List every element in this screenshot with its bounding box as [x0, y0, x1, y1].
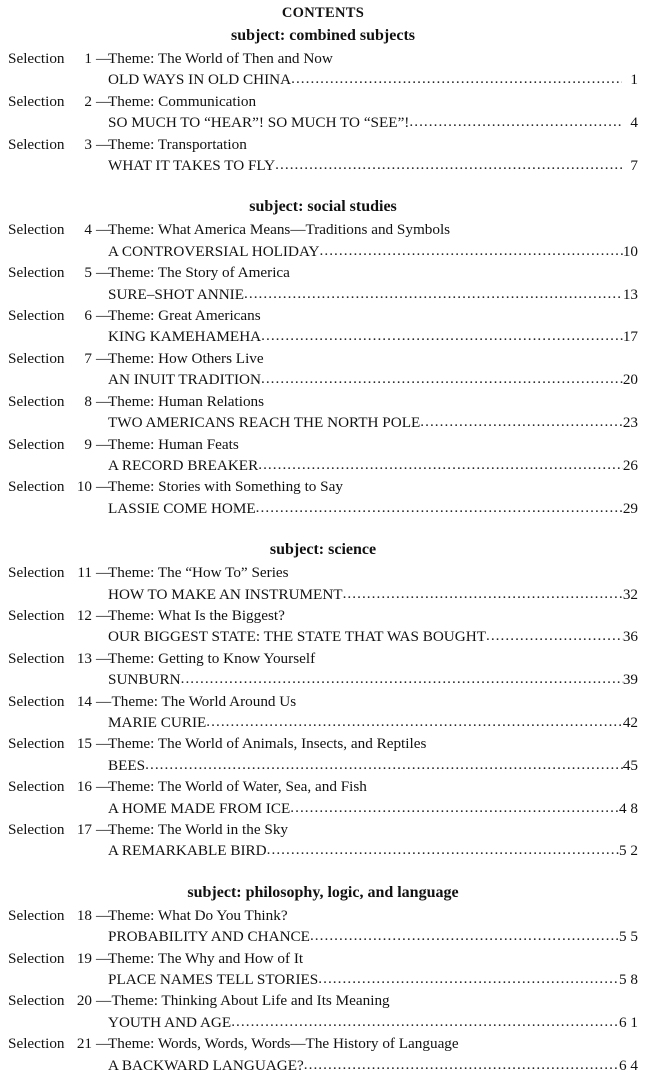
theme-text: Theme: The World of Water, Sea, and Fish — [108, 778, 367, 796]
selection-number: 17 — [76, 821, 92, 838]
theme-text: Theme: Communication — [108, 92, 257, 110]
selection-label: Selection — [8, 692, 65, 710]
em-dash-separator: — — [96, 649, 112, 667]
em-dash-separator: — — [96, 1035, 112, 1053]
selection-number: 12 — [76, 606, 92, 624]
em-dash-separator: — — [96, 692, 112, 710]
selection-number: 7 — [84, 349, 92, 367]
em-dash-separator: — — [96, 435, 112, 453]
theme-text: Theme: Human Feats — [108, 435, 239, 453]
em-dash-separator: — — [96, 135, 112, 153]
entry-theme-line — [8, 905, 638, 926]
selection-number: 19 — [76, 949, 92, 967]
entry-theme-line — [8, 562, 638, 583]
entry-theme-line — [8, 1033, 638, 1054]
toc-entry[interactable] — [8, 905, 638, 948]
toc-entry[interactable] — [8, 434, 638, 477]
subject-section — [8, 539, 638, 862]
entry-title-line — [8, 840, 638, 861]
subject-heading: subject: social studies — [249, 198, 397, 216]
page-number: 13 — [622, 285, 638, 303]
em-dash-separator: — — [96, 307, 112, 325]
entry-theme-line — [8, 48, 638, 69]
entry-title-line — [8, 798, 638, 819]
theme-text: Theme: Great Americans — [108, 307, 261, 325]
selection-label: Selection — [8, 649, 65, 667]
selection-label: Selection — [8, 221, 65, 239]
entry-title-line — [8, 326, 638, 347]
entry-theme-line — [8, 819, 638, 840]
toc-entry[interactable] — [8, 562, 638, 605]
em-dash-separator: — — [96, 949, 112, 967]
dot-leader — [181, 668, 623, 689]
theme-text: Theme: The World Around Us — [108, 692, 297, 710]
selection-label: Selection — [8, 735, 65, 753]
theme-text: Theme: What Is the Biggest? — [108, 606, 285, 624]
toc-entry[interactable] — [8, 348, 638, 391]
selection-title: A CONTROVERSIAL HOLIDAY — [108, 242, 320, 260]
selection-title: A HOME MADE FROM ICE — [108, 799, 291, 817]
selection-title: TWO AMERICANS REACH THE NORTH POLE — [108, 414, 421, 432]
selection-number: 20 — [76, 992, 92, 1010]
toc-entry[interactable] — [8, 733, 638, 776]
selection-label: Selection — [8, 392, 65, 410]
selection-label: Selection — [8, 564, 65, 582]
page-number: 17 — [622, 328, 638, 346]
toc-entry[interactable] — [8, 91, 638, 134]
selection-number: 2 — [84, 92, 92, 110]
entry-theme-line — [8, 348, 638, 369]
entry-title-line — [8, 926, 638, 947]
selection-title: OLD WAYS IN OLD CHINA — [108, 71, 292, 89]
page-number: 20 — [622, 371, 638, 389]
selection-label: Selection — [8, 92, 65, 110]
selection-number: 21 — [76, 1035, 92, 1053]
dot-leader — [258, 454, 623, 475]
entry-theme-line — [8, 776, 638, 797]
selection-title: YOUTH AND AGE — [108, 1013, 232, 1031]
entry-theme-line — [8, 648, 638, 669]
subject-heading: subject: philosophy, logic, and language — [187, 883, 459, 901]
subject-heading: subject: science — [269, 541, 377, 559]
dot-leader — [320, 240, 623, 261]
dot-leader — [261, 368, 623, 389]
entry-theme-line — [8, 219, 638, 240]
entry-title-line — [8, 755, 638, 776]
entry-title-line — [8, 412, 638, 433]
toc-entry[interactable] — [8, 219, 638, 262]
entry-title-line — [8, 284, 638, 305]
dot-leader — [267, 839, 619, 860]
subject-section — [8, 882, 638, 1076]
selection-label: Selection — [8, 50, 65, 67]
selection-label: Selection — [8, 906, 65, 924]
em-dash-separator: — — [96, 349, 112, 367]
page-number: 7 — [630, 157, 638, 175]
selection-label: Selection — [8, 606, 65, 624]
entry-title-line — [8, 69, 638, 90]
em-dash-separator: — — [96, 50, 112, 67]
entry-theme-line — [8, 605, 638, 626]
selection-label: Selection — [8, 435, 65, 453]
selection-title: KING KAMEHAMEHA — [108, 328, 262, 346]
selection-number: 3 — [84, 135, 92, 153]
selection-title: SO MUCH TO “HEAR”! SO MUCH TO “SEE”! — [108, 114, 410, 132]
selection-label: Selection — [8, 478, 65, 496]
page-number: 29 — [622, 499, 638, 517]
page-number: 5 2 — [619, 842, 638, 860]
dot-leader — [343, 583, 623, 604]
entry-theme-line — [8, 691, 638, 712]
selection-label: Selection — [8, 778, 65, 796]
dot-leader — [304, 1054, 619, 1075]
dot-leader — [420, 411, 623, 432]
entry-title-line — [8, 369, 638, 390]
page-number: 36 — [622, 628, 638, 646]
em-dash-separator: — — [96, 92, 112, 110]
theme-text: Theme: Human Relations — [108, 392, 265, 410]
entry-theme-line — [8, 476, 638, 497]
em-dash-separator: — — [96, 778, 112, 796]
toc-entry[interactable] — [8, 776, 638, 819]
subject-section — [8, 196, 638, 519]
entry-title-line — [8, 626, 638, 647]
page-number: 4 — [630, 114, 638, 132]
selection-label: Selection — [8, 264, 65, 282]
entry-theme-line — [8, 434, 638, 455]
page-number: 10 — [622, 242, 638, 260]
em-dash-separator: — — [96, 992, 112, 1010]
selection-title: SUNBURN — [108, 671, 181, 689]
entry-title-line — [8, 669, 638, 690]
toc-entry[interactable] — [8, 305, 638, 348]
dot-leader — [261, 325, 623, 346]
entry-title-line — [8, 969, 638, 990]
selection-number: 6 — [84, 307, 92, 325]
theme-text: Theme: How Others Live — [108, 349, 264, 367]
selection-label: Selection — [8, 821, 65, 838]
theme-text: Theme: Getting to Know Yourself — [108, 649, 316, 667]
selection-label: Selection — [8, 307, 65, 325]
dot-leader — [409, 111, 622, 132]
page-number: 39 — [622, 671, 638, 689]
dot-leader — [145, 754, 623, 775]
selection-title: MARIE CURIE — [108, 713, 207, 731]
em-dash-separator: — — [96, 564, 112, 582]
selection-title: LASSIE COME HOME — [108, 499, 256, 517]
subject-heading: subject: combined subjects — [231, 27, 415, 44]
entry-theme-line — [8, 134, 638, 155]
em-dash-separator: — — [96, 606, 112, 624]
entry-title-line — [8, 241, 638, 262]
theme-text: Theme: The “How To” Series — [108, 564, 289, 582]
theme-text: Theme: Stories with Something to Say — [108, 478, 343, 496]
selection-number: 5 — [84, 264, 92, 282]
toc-entry[interactable] — [8, 391, 638, 434]
selection-number: 14 — [76, 692, 92, 710]
selection-title: OUR BIGGEST STATE: THE STATE THAT WAS BOUGHT — [108, 628, 486, 646]
theme-text: Theme: The Story of America — [108, 264, 290, 282]
dot-leader — [318, 968, 619, 989]
theme-text: Theme: Transportation — [108, 135, 247, 153]
selection-title: AN INUIT TRADITION — [108, 371, 261, 389]
page-number: 26 — [622, 456, 638, 474]
page-number: 4 8 — [619, 799, 638, 817]
toc-entry[interactable] — [8, 48, 638, 91]
selection-title: A BACKWARD LANGUAGE? — [108, 1056, 304, 1074]
toc-entry[interactable] — [8, 1033, 638, 1076]
selection-title: SURE–SHOT ANNIE — [108, 285, 244, 303]
entry-theme-line — [8, 262, 638, 283]
page-number: 45 — [622, 756, 638, 774]
theme-text: Theme: The World in the Sky — [108, 821, 289, 838]
dot-leader — [486, 625, 623, 646]
page-number: 42 — [622, 713, 638, 731]
selection-number: 10 — [76, 478, 92, 496]
page-number: 23 — [622, 414, 638, 432]
em-dash-separator: — — [96, 906, 112, 924]
entry-theme-line — [8, 733, 638, 754]
selection-number: 1 — [84, 50, 92, 67]
toc-entry[interactable] — [8, 691, 638, 734]
dot-leader — [290, 797, 619, 818]
selection-number: 16 — [76, 778, 92, 796]
page-number: 5 8 — [619, 971, 638, 989]
entry-title-line — [8, 712, 638, 733]
entry-title-line — [8, 498, 638, 519]
theme-text: Theme: The World of Animals, Insects, and Reptiles — [108, 735, 427, 753]
theme-text: Theme: Thinking About Life and Its Meaning — [108, 992, 390, 1010]
entry-theme-line — [8, 990, 638, 1011]
entry-theme-line — [8, 305, 638, 326]
dot-leader — [310, 925, 619, 946]
em-dash-separator: — — [96, 392, 112, 410]
page-title: CONTENTS — [281, 5, 365, 21]
page-number: 6 1 — [619, 1013, 638, 1031]
selection-label: Selection — [8, 349, 65, 367]
entry-theme-line — [8, 948, 638, 969]
selection-number: 11 — [77, 564, 92, 582]
entry-theme-line — [8, 391, 638, 412]
toc-entry[interactable] — [8, 134, 638, 177]
selection-number: 13 — [76, 649, 92, 667]
selection-number: 4 — [84, 221, 92, 239]
em-dash-separator: — — [96, 821, 112, 838]
page-number: 6 4 — [619, 1056, 638, 1074]
selection-label: Selection — [8, 135, 65, 153]
selection-title: PROBABILITY AND CHANCE — [108, 928, 310, 946]
dot-leader — [231, 1011, 619, 1032]
sections-container — [8, 25, 638, 1076]
entry-title-line — [8, 155, 638, 176]
selection-label: Selection — [8, 1035, 65, 1053]
selection-title: BEES — [108, 756, 146, 774]
em-dash-separator: — — [96, 264, 112, 282]
subject-section — [8, 25, 638, 176]
selection-title: HOW TO MAKE AN INSTRUMENT — [108, 585, 343, 603]
dot-leader — [275, 154, 622, 175]
toc-entry[interactable] — [8, 948, 638, 991]
selection-number: 8 — [84, 392, 92, 410]
page-number: 1 — [630, 71, 638, 89]
page-number: 5 5 — [619, 928, 638, 946]
theme-text: Theme: Words, Words, Words—The History of Language — [108, 1035, 459, 1053]
entry-title-line — [8, 455, 638, 476]
selection-label: Selection — [8, 949, 65, 967]
selection-number: 15 — [76, 735, 92, 753]
theme-text: Theme: What America Means—Traditions and Symbols — [108, 221, 451, 239]
entry-title-line — [8, 1012, 638, 1033]
toc-entry[interactable] — [8, 990, 638, 1033]
selection-number: 9 — [84, 435, 92, 453]
em-dash-separator: — — [96, 735, 112, 753]
dot-leader — [206, 711, 623, 732]
entry-title-line — [8, 112, 638, 133]
selection-title: A RECORD BREAKER — [108, 456, 259, 474]
em-dash-separator: — — [96, 478, 112, 496]
entry-title-line — [8, 584, 638, 605]
selection-label: Selection — [8, 992, 65, 1010]
selection-title: WHAT IT TAKES TO FLY — [108, 157, 276, 175]
selection-title: A REMARKABLE BIRD — [108, 842, 267, 860]
toc-entry[interactable] — [8, 262, 638, 305]
toc-entry[interactable] — [8, 605, 638, 648]
theme-text: Theme: The Why and How of It — [108, 949, 304, 967]
selection-number: 18 — [76, 906, 92, 924]
entry-theme-line — [8, 91, 638, 112]
selection-title: PLACE NAMES TELL STORIES — [108, 971, 319, 989]
em-dash-separator: — — [96, 221, 112, 239]
page-number: 32 — [622, 585, 638, 603]
entry-title-line — [8, 1055, 638, 1076]
theme-text: Theme: The World of Then and Now — [108, 50, 333, 67]
toc-entry[interactable] — [8, 648, 638, 691]
dot-leader — [256, 497, 623, 518]
dot-leader — [244, 283, 623, 304]
toc-entry[interactable] — [8, 819, 638, 862]
theme-text: Theme: What Do You Think? — [108, 906, 288, 924]
dot-leader — [291, 68, 622, 89]
toc-entry[interactable] — [8, 476, 638, 519]
